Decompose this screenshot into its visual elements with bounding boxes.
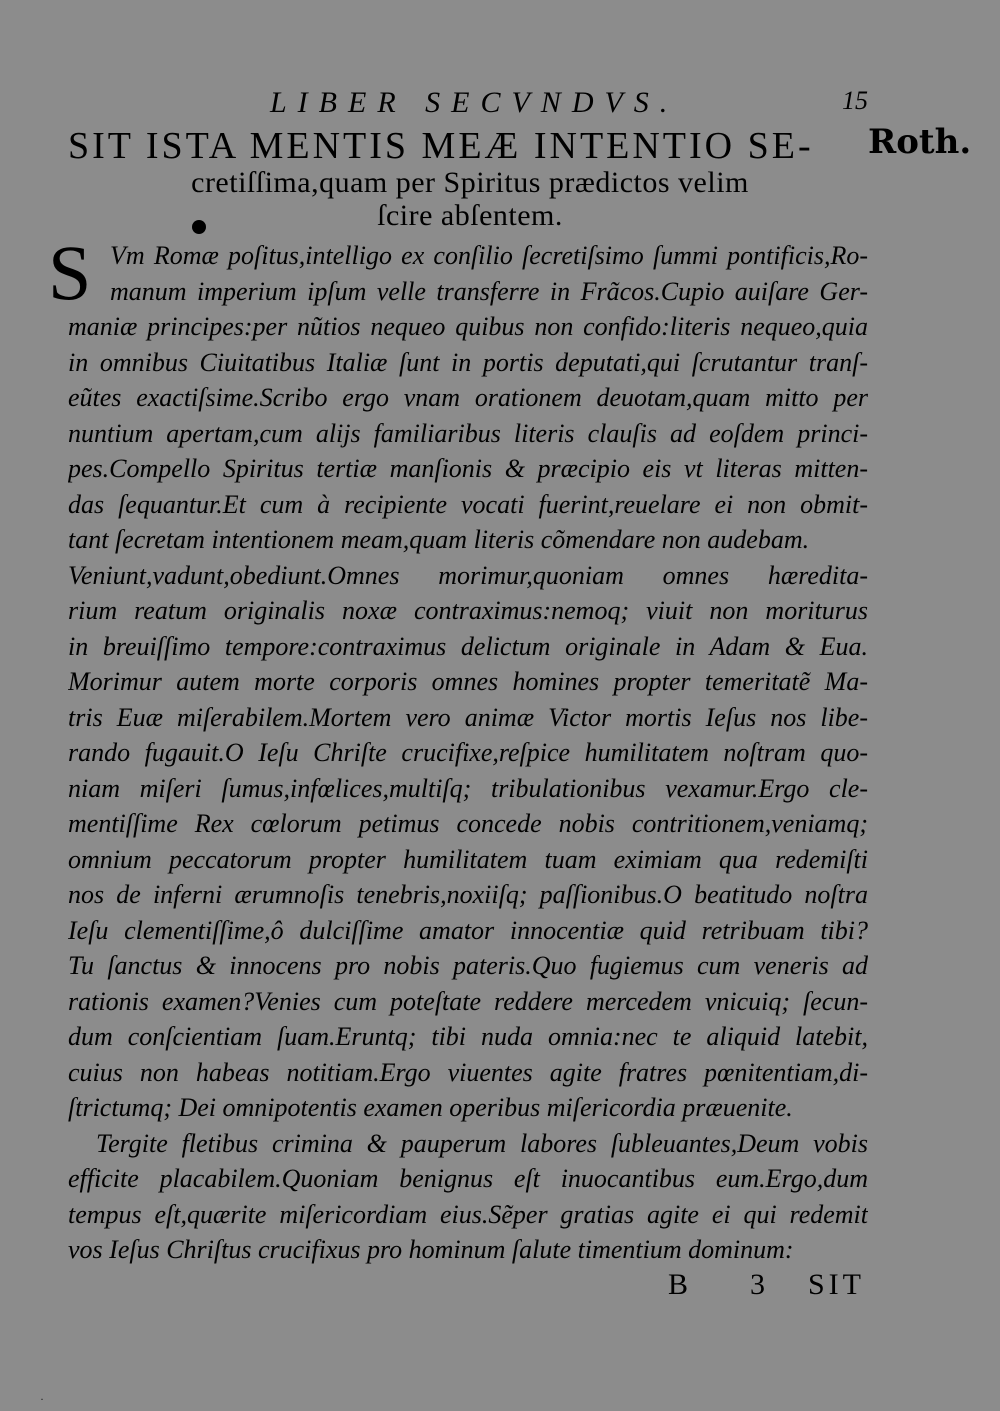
signature-number: 3 bbox=[750, 1268, 769, 1301]
text-line: rationis examen?Venies cum poteſtate reddere mercedem vnicuiq; ſecun- bbox=[68, 986, 868, 1016]
text-line: Vm Romæ poſitus,intelligo ex conſilio ſecretiſsimo ſummi pontificis,Ro- bbox=[110, 241, 868, 270]
running-head: LIBER SECVNDVS. bbox=[270, 86, 679, 119]
text-line: eũtes exactiſsime.Scribo ergo vnam orationem deuotam,quam mitto per bbox=[68, 383, 868, 412]
ink-dot bbox=[192, 220, 206, 234]
text-line: niam miſeri ſumus,infœlices,multiſq; tribulationibus vexamur.Ergo cle- bbox=[68, 773, 868, 803]
text-line: rando fugauit.O Ieſu Chriſte crucifixe,reſpice humilitatem noſtram quo- bbox=[68, 738, 868, 767]
text-line: in breuiſſimo tempore:contraximus delictum originale in Adam & Eua. bbox=[68, 631, 868, 661]
text-line: tempus eſt,quærite miſericordiam eius.Sẽper gratias agite ei qui redemit bbox=[68, 1199, 868, 1229]
catchword: SIT bbox=[808, 1268, 865, 1301]
text-line: pes.Compello Spiritus tertiæ manſionis & præcipio eis vt literas mitten- bbox=[68, 454, 868, 483]
text-line: das ſequantur.Et cum à recipiente vocati fuerint,reuelare ei non obmit- bbox=[68, 489, 868, 519]
chapter-title: SIT ISTA MENTIS MEÆ INTENTIO SE- bbox=[68, 125, 814, 167]
text-line: in omnibus Ciuitatibus Italiæ ſunt in portis deputati,qui ſcrutantur tranſ- bbox=[68, 347, 868, 377]
text-line: omnium peccatorum propter humilitatem tuam eximiam qua redemiſti bbox=[68, 844, 868, 874]
text-line: Tu ſanctus & innocens pro nobis pateris.Quo fugiemus cum veneris ad bbox=[68, 951, 868, 980]
page-number: 15 bbox=[842, 86, 868, 115]
text-line: efficite placabilem.Quoniam benignus eſt inuocantibus eum.Ergo,dum bbox=[68, 1164, 868, 1193]
chapter-title-line-3: ſcire abſentem. bbox=[377, 199, 563, 232]
text-line: nuntium apertam,cum alijs familiaribus literis clauſis ad eoſdem princi- bbox=[68, 418, 868, 448]
text-line: mentiſſime Rex cœlorum petimus concede nobis contritionem,veniamq; bbox=[68, 809, 868, 838]
text-line: Ieſu clementiſſime,ô dulciſſime amator innocentiæ quid retribuam tibi? bbox=[68, 915, 868, 945]
text-line: ſtrictumq; Dei omnipotentis examen operibus miſericordia præuenite. bbox=[68, 1093, 793, 1122]
text-line: maniæ principes:per nũtios nequeo quibus non confido:literis nequeo,quia bbox=[68, 312, 868, 341]
text-line: nos de inferni ærumnoſis tenebris,noxiiſq; paſſionibus.O beatitudo noſtra bbox=[68, 880, 868, 909]
margin-note: Roth. bbox=[868, 122, 972, 162]
text-line: dum conſcientiam ſuam.Eruntq; tibi nuda omnia:nec te aliquid latebit, bbox=[68, 1022, 868, 1051]
text-line: rium reatum originalis noxæ contraximus:nemoq; viuit non moriturus bbox=[68, 596, 868, 625]
text-line: vos Ieſus Chriſtus crucifixus pro hominum ſalute timentium dominum: bbox=[68, 1235, 794, 1264]
text-line: Veniunt,vadunt,obediunt.Omnes morimur,quoniam omnes hæredita- bbox=[68, 560, 868, 590]
text-line: cuius non habeas notitiam.Ergo viuentes agite fratres pœnitentiam,di- bbox=[68, 1057, 868, 1087]
drop-cap: S bbox=[48, 229, 92, 316]
signature-mark: B bbox=[668, 1268, 693, 1301]
text-line: tant ſecretam intentionem meam,quam literis cõmendare non audebam. bbox=[68, 525, 810, 554]
stray-ink-mark: · bbox=[40, 1392, 44, 1406]
chapter-title-line-2: cretiſſima,quam per Spiritus prædictos velim bbox=[191, 166, 749, 199]
text-line: manum imperium ipſum velle transferre in Frãcos.Cupio auiſare Ger- bbox=[110, 276, 868, 306]
body-text bbox=[68, 238, 868, 1268]
text-line: Morimur autem morte corporis omnes homines propter temeritatẽ Ma- bbox=[68, 667, 868, 696]
text-line: Tergite fletibus crimina & pauperum labores ſubleuantes,Deum vobis bbox=[96, 1128, 868, 1158]
text-line: tris Euæ miſerabilem.Mortem vero animæ Victor mortis Ieſus nos libe- bbox=[68, 702, 868, 732]
